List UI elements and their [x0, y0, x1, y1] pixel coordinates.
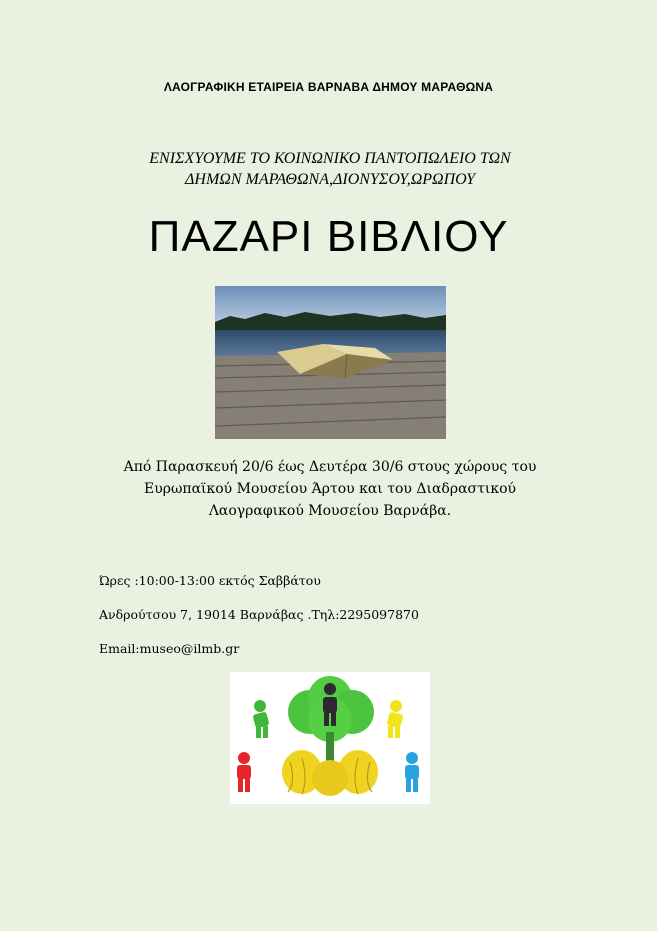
page-title: ΠΑΖΑΡΙ ΒΙΒΛΙΟΥ — [148, 212, 509, 261]
organization-title: ΛΑΟΓΡΑΦΙΚΗ ΕΤΑΙΡΕΙΑ ΒΑΡΝΑΒΑ ΔΗΜΟΥ ΜΑΡΑΘΩΝΑ — [163, 80, 494, 94]
subtitle-line-2: ΔΗΜΩΝ ΜΑΡΑΘΩΝΑ,ΔΙΟΝΥΣΟΥ,ΩΡΩΠΟΥ — [185, 171, 475, 188]
society-logo — [230, 672, 430, 804]
event-dates — [60, 456, 600, 522]
email[interactable]: Email:museo@ilmb.gr — [99, 641, 240, 656]
dates-line-1: Από Παρασκευή 20/6 έως Δευτέρα 30/6 στους χώρους του — [123, 459, 537, 475]
opening-hours: Ώρες :10:00-13:00 εκτός Σαββάτου — [99, 573, 321, 588]
dates-line-3: Λαογραφικού Μουσείου Βαρνάβα. — [208, 503, 452, 519]
address: Ανδρούτσου 7, 19014 Βαρνάβας .Τηλ:2295097870 — [99, 607, 419, 622]
subtitle-line-1: ΕΝΙΣΧΥΟΥΜΕ ΤΟ ΚΟΙΝΩΝΙΚΟ ΠΑΝΤΟΠΩΛΕΙΟ ΤΩΝ — [149, 150, 511, 167]
book-on-dock-photo — [215, 286, 446, 439]
dates-line-2: Ευρωπαϊκού Μουσείου Άρτου και του Διαδραστικού — [143, 481, 517, 497]
subtitle — [90, 148, 570, 190]
